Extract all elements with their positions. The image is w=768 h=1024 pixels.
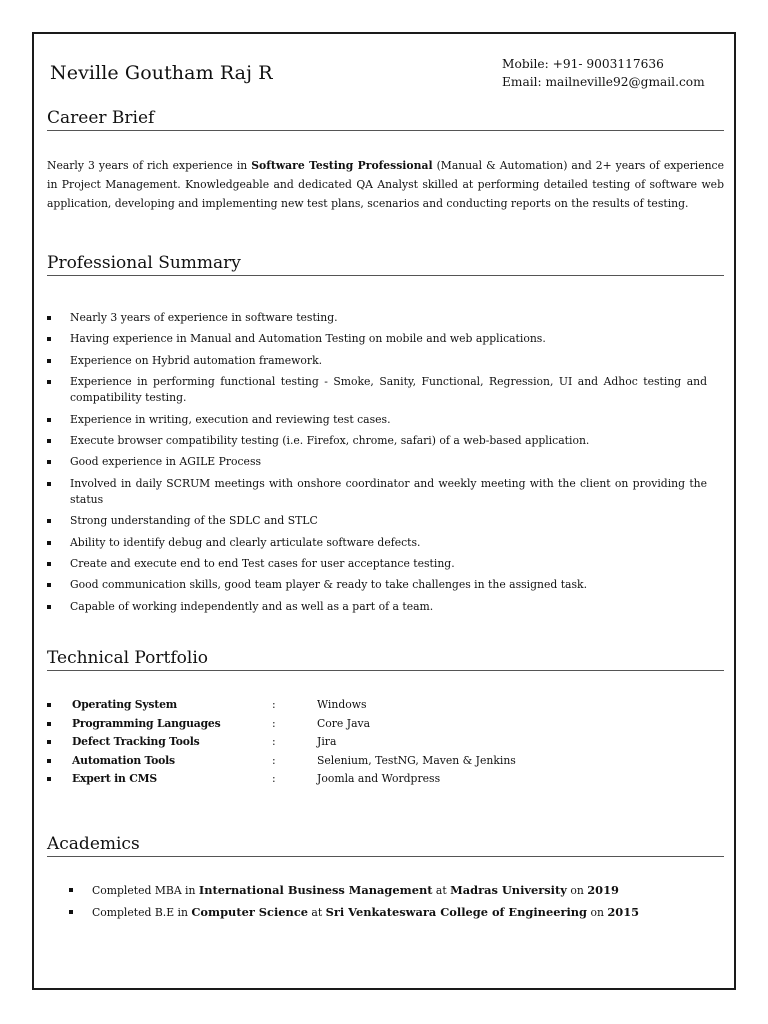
tech-row — [47, 752, 707, 771]
summary-item: Nearly 3 years of experience in software testing. — [47, 310, 707, 326]
professional-summary-heading: Professional Summary — [47, 253, 724, 276]
career-brief-text-end: (Manual & Automation) and 2+ years of experience in Project Management. Knowledgeable and dedicated QA Analyst skilled at performing detailed testing of software web application, developing and implementing new test plans, scenarios and conducting reports on the results of testing. — [47, 159, 724, 210]
tech-label: Programming Languages — [72, 716, 221, 730]
summary-item: Good experience in AGILE Process — [47, 454, 707, 470]
summary-item: Experience in writing, execution and reviewing test cases. — [47, 412, 707, 428]
email-address: Email: mailneville92@gmail.com — [502, 75, 705, 89]
academic-year: 2019 — [587, 883, 619, 897]
academic-text: at — [308, 906, 326, 919]
summary-item: Good communication skills, good team player & ready to take challenges in the assigned task. — [47, 577, 707, 593]
summary-item: Having experience in Manual and Automation Testing on mobile and web applications. — [47, 331, 707, 347]
professional-summary-list — [47, 310, 707, 620]
tech-row — [47, 733, 707, 752]
tech-separator: : — [272, 753, 276, 767]
summary-item: Execute browser compatibility testing (i.e. Firefox, chrome, safari) of a web-based application. — [47, 433, 707, 449]
academic-text: Completed B.E in — [92, 906, 192, 919]
academic-institution: Sri Venkateswara College of Engineering — [325, 905, 588, 919]
academic-item — [69, 901, 709, 923]
academic-item — [69, 879, 709, 901]
tech-row — [47, 696, 707, 715]
academic-field: International Business Management — [198, 883, 433, 897]
academic-text: Completed MBA in — [92, 884, 199, 897]
technical-portfolio-table — [47, 696, 707, 789]
career-brief-heading: Career Brief — [47, 108, 724, 131]
career-brief-text — [47, 156, 724, 213]
tech-separator: : — [272, 716, 276, 730]
summary-item: Strong understanding of the SDLC and STLC — [47, 513, 707, 529]
summary-item: Experience in performing functional testing - Smoke, Sanity, Functional, Regression, UI and Adhoc testing and compatibility testing. — [47, 374, 707, 406]
academic-text: at — [432, 884, 451, 897]
tech-label: Defect Tracking Tools — [72, 735, 200, 748]
tech-value: Selenium, TestNG, Maven & Jenkins — [317, 753, 516, 767]
summary-item: Experience on Hybrid automation framework. — [47, 353, 707, 369]
academic-text: on — [566, 884, 588, 897]
summary-item: Involved in daily SCRUM meetings with onshore coordinator and weekly meeting with the client on providing the status — [47, 476, 707, 508]
tech-value: Jira — [317, 735, 337, 748]
career-brief-text-start: Nearly 3 years of rich experience in — [47, 159, 252, 172]
tech-row — [47, 770, 707, 789]
academic-institution: Madras University — [450, 883, 567, 897]
mobile-number: Mobile: +91- 9003117636 — [502, 57, 664, 71]
academic-field: Computer Science — [191, 905, 308, 919]
summary-item: Ability to identify debug and clearly articulate software defects. — [47, 535, 707, 551]
career-brief-highlight: Software Testing Professional — [251, 159, 433, 172]
summary-item: Create and execute end to end Test cases for user acceptance testing. — [47, 556, 707, 572]
academics-heading: Academics — [47, 834, 724, 857]
technical-portfolio-heading: Technical Portfolio — [47, 648, 724, 671]
tech-row — [47, 715, 707, 734]
resume-page — [32, 32, 736, 990]
tech-separator: : — [272, 772, 276, 785]
tech-label: Automation Tools — [72, 753, 175, 767]
tech-label: Operating System — [72, 698, 177, 711]
summary-item: Capable of working independently and as well as a part of a team. — [47, 599, 707, 615]
candidate-name: Neville Goutham Raj R — [50, 62, 273, 84]
contact-block — [502, 55, 705, 91]
tech-separator: : — [272, 698, 276, 711]
tech-value: Core Java — [317, 716, 371, 730]
academic-text: on — [587, 906, 608, 919]
academics-list — [69, 879, 709, 923]
tech-value: Windows — [317, 698, 367, 711]
tech-separator: : — [272, 735, 276, 748]
tech-value: Joomla and Wordpress — [317, 772, 441, 785]
tech-label: Expert in CMS — [72, 772, 157, 785]
academic-year: 2015 — [607, 905, 640, 919]
